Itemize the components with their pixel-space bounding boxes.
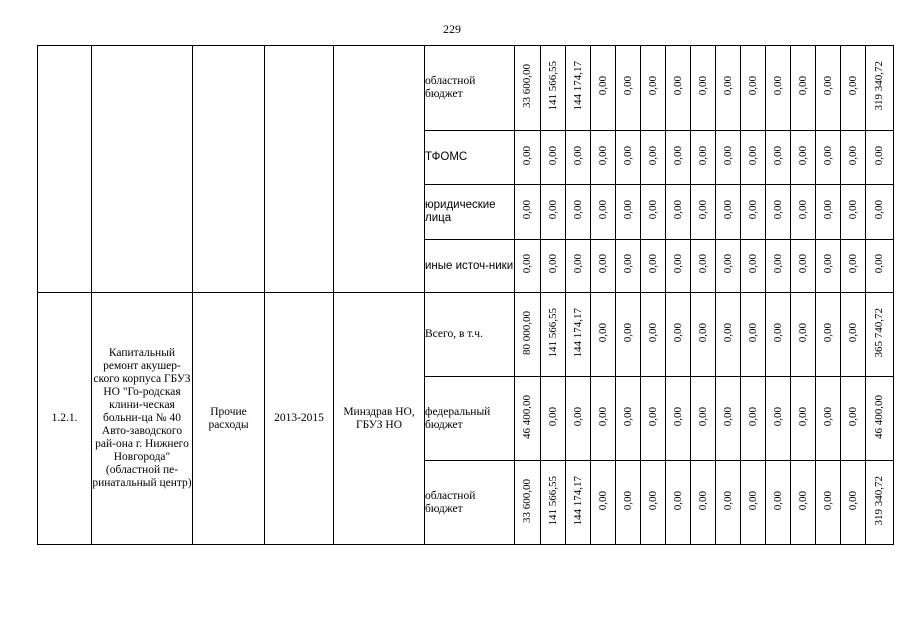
value-cell: 0,00 xyxy=(741,185,766,240)
value-cell: 0,00 xyxy=(641,293,666,377)
value-cell: 0,00 xyxy=(591,131,616,185)
value-cell: 0,00 xyxy=(591,46,616,131)
value-cell: 0,00 xyxy=(741,461,766,545)
value-cell: 141 566,55 xyxy=(541,293,566,377)
value-cell: 0,00 xyxy=(716,185,741,240)
value-cell: 144 174,17 xyxy=(566,461,591,545)
empty-cell-description xyxy=(92,46,193,293)
value-cell: 0,00 xyxy=(816,131,841,185)
value-cell: 0,00 xyxy=(641,185,666,240)
value-cell: 0,00 xyxy=(716,293,741,377)
value-cell: 0,00 xyxy=(841,185,866,240)
value-cell: 0,00 xyxy=(816,293,841,377)
funding-source-label: областной бюджет xyxy=(425,46,515,131)
value-cell: 0,00 xyxy=(666,46,691,131)
value-cell: 0,00 xyxy=(766,46,791,131)
total-cell: 319 340,72 xyxy=(866,46,894,131)
item-description: Капитальный ремонт акушер-ского корпуса ГБУЗ НО "Го-родская клини-ческая больни-ца № 40 Авто-заводского рай-она г. Нижнего Новгорода" (областной пе-ринатальный центр) xyxy=(92,293,193,545)
value-cell: 0,00 xyxy=(791,377,816,461)
value-cell: 0,00 xyxy=(566,377,591,461)
value-cell: 0,00 xyxy=(791,46,816,131)
funding-source-label: ТФОМС xyxy=(425,131,515,185)
value-cell: 0,00 xyxy=(616,131,641,185)
value-cell: 0,00 xyxy=(566,185,591,240)
value-cell: 0,00 xyxy=(841,240,866,293)
value-cell: 0,00 xyxy=(515,240,541,293)
value-cell: 0,00 xyxy=(541,377,566,461)
value-cell: 0,00 xyxy=(791,461,816,545)
value-cell: 0,00 xyxy=(716,240,741,293)
value-cell: 0,00 xyxy=(691,240,716,293)
value-cell: 0,00 xyxy=(766,131,791,185)
value-cell: 0,00 xyxy=(816,46,841,131)
value-cell: 0,00 xyxy=(691,185,716,240)
value-cell: 33 600,00 xyxy=(515,461,541,545)
total-cell: 0,00 xyxy=(866,240,894,293)
value-cell: 141 566,55 xyxy=(541,46,566,131)
value-cell: 0,00 xyxy=(766,293,791,377)
total-cell: 365 740,72 xyxy=(866,293,894,377)
value-cell: 0,00 xyxy=(616,293,641,377)
value-cell: 0,00 xyxy=(541,131,566,185)
value-cell: 0,00 xyxy=(841,461,866,545)
value-cell: 0,00 xyxy=(591,377,616,461)
value-cell: 0,00 xyxy=(791,293,816,377)
value-cell: 0,00 xyxy=(691,377,716,461)
table-row xyxy=(38,46,894,131)
funding-source-label: федеральный бюджет xyxy=(425,377,515,461)
value-cell: 0,00 xyxy=(841,377,866,461)
total-cell: 0,00 xyxy=(866,185,894,240)
value-cell: 0,00 xyxy=(666,185,691,240)
item-period: 2013-2015 xyxy=(265,293,334,545)
value-cell: 0,00 xyxy=(591,461,616,545)
value-cell: 0,00 xyxy=(515,131,541,185)
total-cell: 0,00 xyxy=(866,131,894,185)
value-cell: 80 000,00 xyxy=(515,293,541,377)
value-cell: 0,00 xyxy=(566,131,591,185)
value-cell: 0,00 xyxy=(641,46,666,131)
value-cell: 0,00 xyxy=(666,131,691,185)
value-cell: 0,00 xyxy=(716,461,741,545)
budget-table xyxy=(37,45,894,545)
empty-cell-number xyxy=(38,46,92,293)
value-cell: 0,00 xyxy=(741,240,766,293)
item-number: 1.2.1. xyxy=(38,293,92,545)
value-cell: 0,00 xyxy=(741,46,766,131)
value-cell: 0,00 xyxy=(816,240,841,293)
value-cell: 0,00 xyxy=(691,46,716,131)
value-cell: 0,00 xyxy=(691,293,716,377)
value-cell: 0,00 xyxy=(591,240,616,293)
total-cell: 319 340,72 xyxy=(866,461,894,545)
value-cell: 144 174,17 xyxy=(566,46,591,131)
value-cell: 0,00 xyxy=(816,461,841,545)
value-cell: 0,00 xyxy=(591,185,616,240)
value-cell: 0,00 xyxy=(666,377,691,461)
value-cell: 0,00 xyxy=(841,131,866,185)
value-cell: 0,00 xyxy=(641,240,666,293)
value-cell: 0,00 xyxy=(691,461,716,545)
value-cell: 144 174,17 xyxy=(566,293,591,377)
value-cell: 0,00 xyxy=(716,46,741,131)
value-cell: 0,00 xyxy=(716,131,741,185)
value-cell: 0,00 xyxy=(816,185,841,240)
value-cell: 0,00 xyxy=(691,131,716,185)
value-cell: 0,00 xyxy=(616,46,641,131)
value-cell: 0,00 xyxy=(741,131,766,185)
value-cell: 0,00 xyxy=(791,131,816,185)
funding-source-label: иные источ-ники xyxy=(425,240,515,293)
value-cell: 0,00 xyxy=(766,240,791,293)
value-cell: 0,00 xyxy=(566,240,591,293)
value-cell: 46 400,00 xyxy=(515,377,541,461)
value-cell: 0,00 xyxy=(616,240,641,293)
funding-source-label: юридические лица xyxy=(425,185,515,240)
value-cell: 0,00 xyxy=(841,293,866,377)
value-cell: 0,00 xyxy=(741,377,766,461)
value-cell: 0,00 xyxy=(766,185,791,240)
item-executor: Минздрав НО, ГБУЗ НО xyxy=(334,293,425,545)
funding-source-label: областной бюджет xyxy=(425,461,515,545)
value-cell: 0,00 xyxy=(641,131,666,185)
value-cell: 0,00 xyxy=(766,461,791,545)
value-cell: 0,00 xyxy=(541,240,566,293)
value-cell: 0,00 xyxy=(766,377,791,461)
empty-cell-expense-type xyxy=(193,46,265,293)
empty-cell-executor xyxy=(334,46,425,293)
value-cell: 0,00 xyxy=(616,185,641,240)
value-cell: 0,00 xyxy=(666,461,691,545)
funding-source-label: Всего, в т.ч. xyxy=(425,293,515,377)
value-cell: 0,00 xyxy=(666,293,691,377)
value-cell: 0,00 xyxy=(841,46,866,131)
value-cell: 0,00 xyxy=(641,377,666,461)
item-expense-type: Прочие расходы xyxy=(193,293,265,545)
value-cell: 0,00 xyxy=(591,293,616,377)
value-cell: 0,00 xyxy=(741,293,766,377)
value-cell: 0,00 xyxy=(616,377,641,461)
value-cell: 0,00 xyxy=(616,461,641,545)
value-cell: 0,00 xyxy=(641,461,666,545)
value-cell: 0,00 xyxy=(666,240,691,293)
value-cell: 0,00 xyxy=(816,377,841,461)
total-cell: 46 400,00 xyxy=(866,377,894,461)
value-cell: 0,00 xyxy=(791,185,816,240)
page-number: 229 xyxy=(443,22,461,36)
value-cell: 141 566,55 xyxy=(541,461,566,545)
value-cell: 0,00 xyxy=(541,185,566,240)
value-cell: 0,00 xyxy=(515,185,541,240)
table-row xyxy=(38,293,894,377)
value-cell: 0,00 xyxy=(716,377,741,461)
empty-cell-period xyxy=(265,46,334,293)
value-cell: 0,00 xyxy=(791,240,816,293)
value-cell: 33 600,00 xyxy=(515,46,541,131)
